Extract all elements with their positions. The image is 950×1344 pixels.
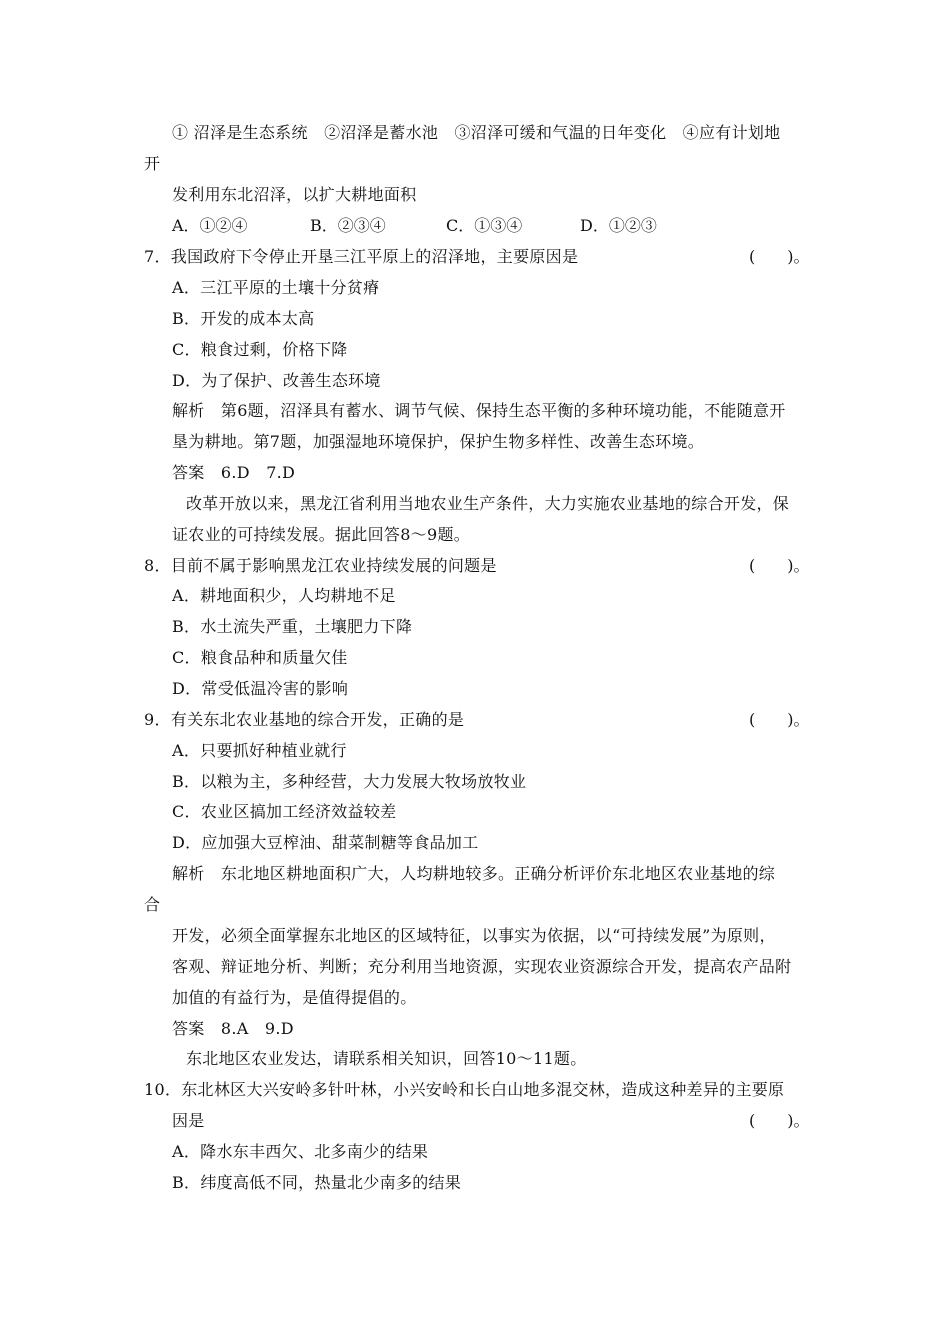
q6-option-a: A．①②④ [172, 216, 248, 235]
intro3: 东北地区农业发达，请联系相关知识，回答10～11题。 [186, 1049, 587, 1068]
intro2-line2: 证农业的可持续发展。据此回答8～9题。 [172, 525, 471, 544]
q7-answer-blank: ( )。 [749, 247, 810, 266]
q10-answer-blank: ( )。 [749, 1111, 810, 1130]
q6-option-b: B．②③④ [310, 216, 386, 235]
q7-option-c: C．粮食过剩，价格下降 [172, 340, 348, 359]
q9-option-c: C．农业区搞加工经济效益较差 [172, 802, 397, 821]
q10-stem-line1: 10．东北林区大兴安岭多针叶林，小兴安岭和长白山地多混交林，造成这种差异的主要原 [144, 1080, 785, 1099]
q10-option-a: A．降水东丰西欠、北多南少的结果 [172, 1142, 429, 1161]
analysis2-line3: 开发，必须全面掌握东北地区的区域特征，以事实为依据，以“可持续发展”为原则， [172, 926, 776, 945]
q9-option-b: B．以粮为主，多种经营，大力发展大牧场放牧业 [172, 772, 527, 791]
q9-option-d: D．应加强大豆榨油、甜菜制糖等食品加工 [172, 833, 479, 852]
q8-stem: 8．目前不属于影响黑龙江农业持续发展的问题是 [144, 556, 497, 575]
answer2: 答案 8.A 9.D [172, 1019, 294, 1038]
q6-stem-line1: ① 沼泽是生态系统 ②沼泽是蓄水池 ③沼泽可缓和气温的日年变化 ④应有计划地 [172, 123, 781, 142]
analysis2-line4: 客观、辩证地分析、判断；充分利用当地资源，实现农业资源综合开发，提高农产品附 [172, 957, 792, 976]
q6-option-c: C．①③④ [446, 216, 523, 235]
q8-answer-blank: ( )。 [749, 556, 810, 575]
q9-answer-blank: ( )。 [749, 710, 810, 729]
analysis1-line2: 垦为耕地。第7题，加强湿地环境保护，保护生物多样性、改善生态环境。 [172, 432, 705, 451]
q7-stem: 7．我国政府下令停止开垦三江平原上的沼泽地，主要原因是 [144, 247, 579, 266]
analysis2-line1: 解析 东北地区耕地面积广大，人均耕地较多。正确分析评价东北地区农业基地的综 [172, 864, 776, 883]
q7-option-a: A．三江平原的土壤十分贫瘠 [172, 278, 380, 297]
q8-option-a: A．耕地面积少，人均耕地不足 [172, 586, 396, 605]
q8-option-b: B．水土流失严重，土壤肥力下降 [172, 617, 413, 636]
q6-stem-line3: 发利用东北沼泽，以扩大耕地面积 [172, 185, 417, 204]
q7-option-b: B．开发的成本太高 [172, 309, 315, 328]
q7-option-d: D．为了保护、改善生态环境 [172, 371, 381, 390]
q10-stem-line2: 因是 [172, 1111, 205, 1130]
analysis2-line2: 合 [144, 895, 161, 914]
q8-option-d: D．常受低温冷害的影响 [172, 679, 349, 698]
q10-option-b: B．纬度高低不同，热量北少南多的结果 [172, 1173, 462, 1192]
intro2-line1: 改革开放以来，黑龙江省利用当地农业生产条件，大力实施农业基地的综合开发，保 [186, 494, 790, 513]
q8-option-c: C．粮食品种和质量欠佳 [172, 648, 348, 667]
answer1: 答案 6.D 7.D [172, 463, 296, 482]
q9-option-a: A．只要抓好种植业就行 [172, 741, 347, 760]
q9-stem: 9．有关东北农业基地的综合开发，正确的是 [144, 710, 465, 729]
analysis2-line5: 加值的有益行为，是值得提倡的。 [172, 988, 417, 1007]
q6-option-d: D．①②③ [580, 216, 657, 235]
analysis1-line1: 解析 第6题，沼泽具有蓄水、调节气候、保持生态平衡的多种环境功能，不能随意开 [172, 401, 786, 420]
q6-stem-line2: 开 [144, 154, 161, 173]
